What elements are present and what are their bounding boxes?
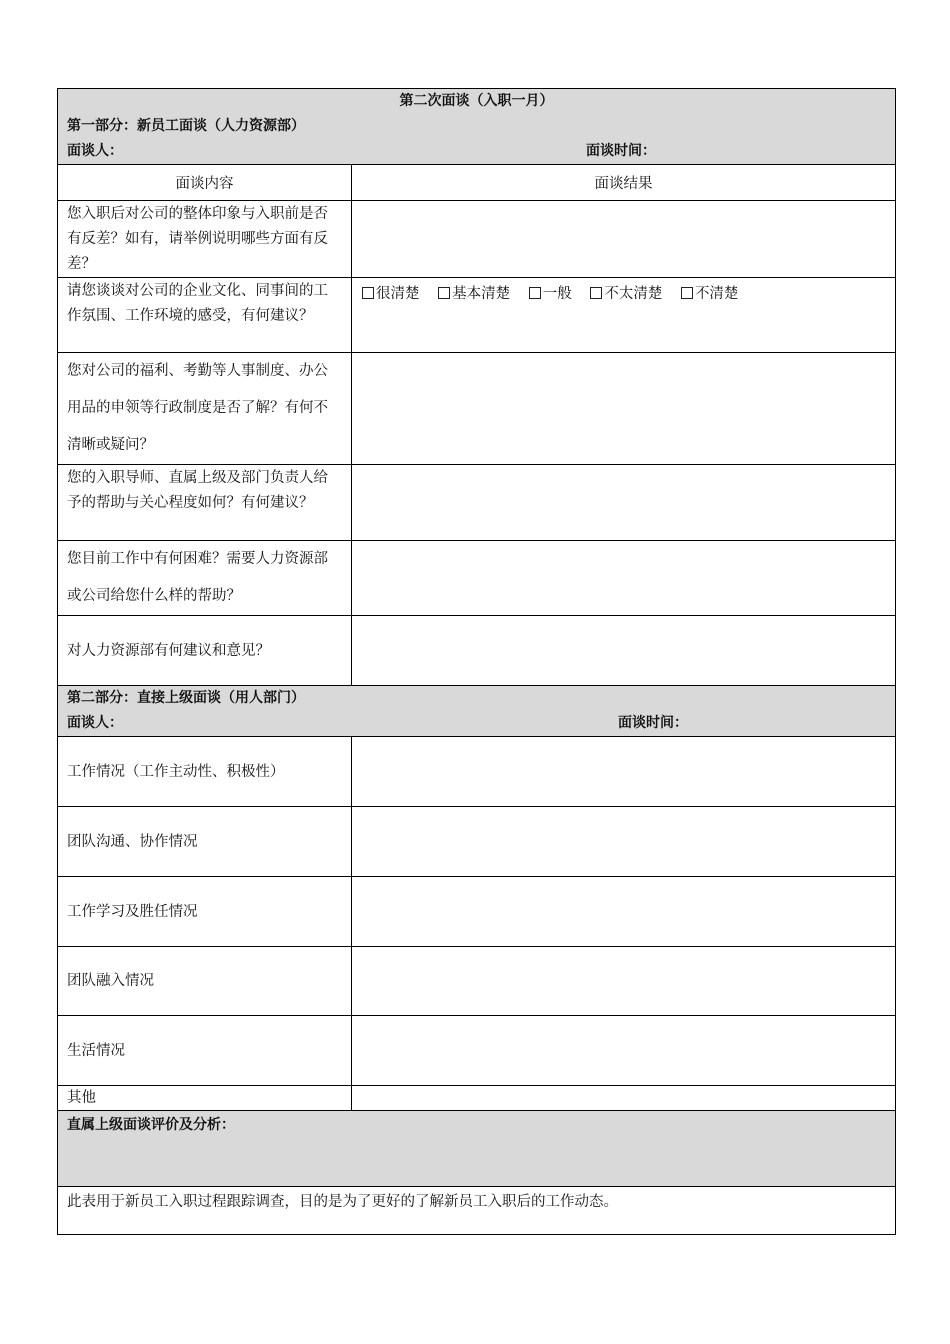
checkbox-icon[interactable] — [529, 287, 541, 299]
question-row — [58, 201, 896, 278]
supervisor-item-row — [58, 807, 896, 877]
footer-note: 此表用于新员工入职过程跟踪调查，目的是为了更好的了解新员工入职后的工作动态。 — [58, 1187, 896, 1235]
column-heading-row — [58, 165, 896, 201]
supervisor-item-field[interactable] — [352, 947, 896, 1016]
option-label: 很清楚 — [376, 286, 420, 302]
part1-interviewer-label: 面谈人： — [67, 143, 123, 159]
question-row — [58, 353, 896, 465]
question-text: 对人力资源部有何建议和意见？ — [58, 616, 352, 686]
form-title: 第二次面谈（入职一月） — [399, 93, 554, 109]
part1-heading: 第一部分：新员工面谈（人力资源部） — [67, 118, 305, 134]
evaluation-row — [58, 1111, 896, 1187]
checkbox-icon[interactable] — [590, 287, 602, 299]
supervisor-item-label: 生活情况 — [58, 1016, 352, 1086]
supervisor-item-label: 团队沟通、协作情况 — [58, 807, 352, 877]
footer-note-row — [58, 1187, 896, 1235]
supervisor-item-field[interactable] — [352, 1016, 896, 1086]
part1-header-row — [58, 89, 896, 165]
supervisor-item-row — [58, 877, 896, 947]
supervisor-item-field[interactable] — [352, 1086, 896, 1111]
option-basically-clear[interactable] — [438, 282, 510, 306]
supervisor-item-row — [58, 1086, 896, 1111]
supervisor-item-row — [58, 947, 896, 1016]
supervisor-item-field[interactable] — [352, 877, 896, 947]
supervisor-item-label: 工作学习及胜任情况 — [58, 877, 352, 947]
supervisor-item-label: 其他 — [58, 1086, 352, 1111]
question-row — [58, 541, 896, 616]
part1-interviewer-row — [58, 139, 895, 164]
col-heading-result: 面谈结果 — [352, 165, 896, 201]
option-label: 一般 — [542, 286, 572, 302]
evaluation-label: 直属上级面谈评价及分析： — [67, 1117, 235, 1133]
part2-interviewer-label: 面谈人： — [67, 715, 123, 731]
answer-field[interactable] — [352, 201, 896, 278]
supervisor-item-field[interactable] — [352, 807, 896, 877]
question-row — [58, 465, 896, 541]
part2-heading: 第二部分：直接上级面谈（用人部门） — [67, 690, 305, 706]
part2-interviewer-row — [58, 711, 895, 736]
question-row — [58, 616, 896, 686]
answer-field[interactable] — [352, 465, 896, 541]
option-very-clear[interactable] — [362, 282, 420, 306]
supervisor-item-field[interactable] — [352, 737, 896, 807]
option-label: 基本清楚 — [452, 286, 511, 302]
question-row — [58, 278, 896, 353]
part2-header-cell — [58, 686, 896, 737]
answer-field[interactable] — [352, 541, 896, 616]
answer-options — [352, 278, 896, 353]
checkbox-icon[interactable] — [681, 287, 693, 299]
supervisor-item-row — [58, 737, 896, 807]
option-not-very-clear[interactable] — [590, 282, 662, 306]
part2-header-row — [58, 686, 896, 737]
evaluation-cell[interactable] — [58, 1111, 896, 1187]
supervisor-item-row — [58, 1016, 896, 1086]
checkbox-icon[interactable] — [438, 287, 450, 299]
supervisor-item-label: 工作情况（工作主动性、积极性） — [58, 737, 352, 807]
question-text: 请您谈谈对公司的企业文化、同事间的工作氛围、工作环境的感受，有何建议？ — [58, 278, 352, 353]
question-text: 您入职后对公司的整体印象与入职前是否有反差？如有，请举例说明哪些方面有反差？ — [58, 201, 352, 278]
checkbox-icon[interactable] — [362, 287, 374, 299]
interview-form-table — [57, 88, 896, 1235]
option-unclear[interactable] — [681, 282, 739, 306]
part1-header-cell — [58, 89, 896, 165]
supervisor-item-label: 团队融入情况 — [58, 947, 352, 1016]
part1-time-label: 面谈时间： — [586, 143, 656, 159]
option-label: 不太清楚 — [604, 286, 663, 302]
question-text: 您目前工作中有何困难？需要人力资源部或公司给您什么样的帮助？ — [58, 541, 352, 616]
part2-time-label: 面谈时间： — [618, 715, 688, 731]
option-label: 不清楚 — [694, 286, 739, 302]
answer-field[interactable] — [352, 353, 896, 465]
option-average[interactable] — [529, 282, 572, 306]
col-heading-content: 面谈内容 — [58, 165, 352, 201]
question-text: 您的入职导师、直属上级及部门负责人给予的帮助与关心程度如何？有何建议？ — [58, 465, 352, 541]
answer-field[interactable] — [352, 616, 896, 686]
question-text: 您对公司的福利、考勤等人事制度、办公用品的申领等行政制度是否了解？有何不清晰或疑问？ — [58, 353, 352, 465]
